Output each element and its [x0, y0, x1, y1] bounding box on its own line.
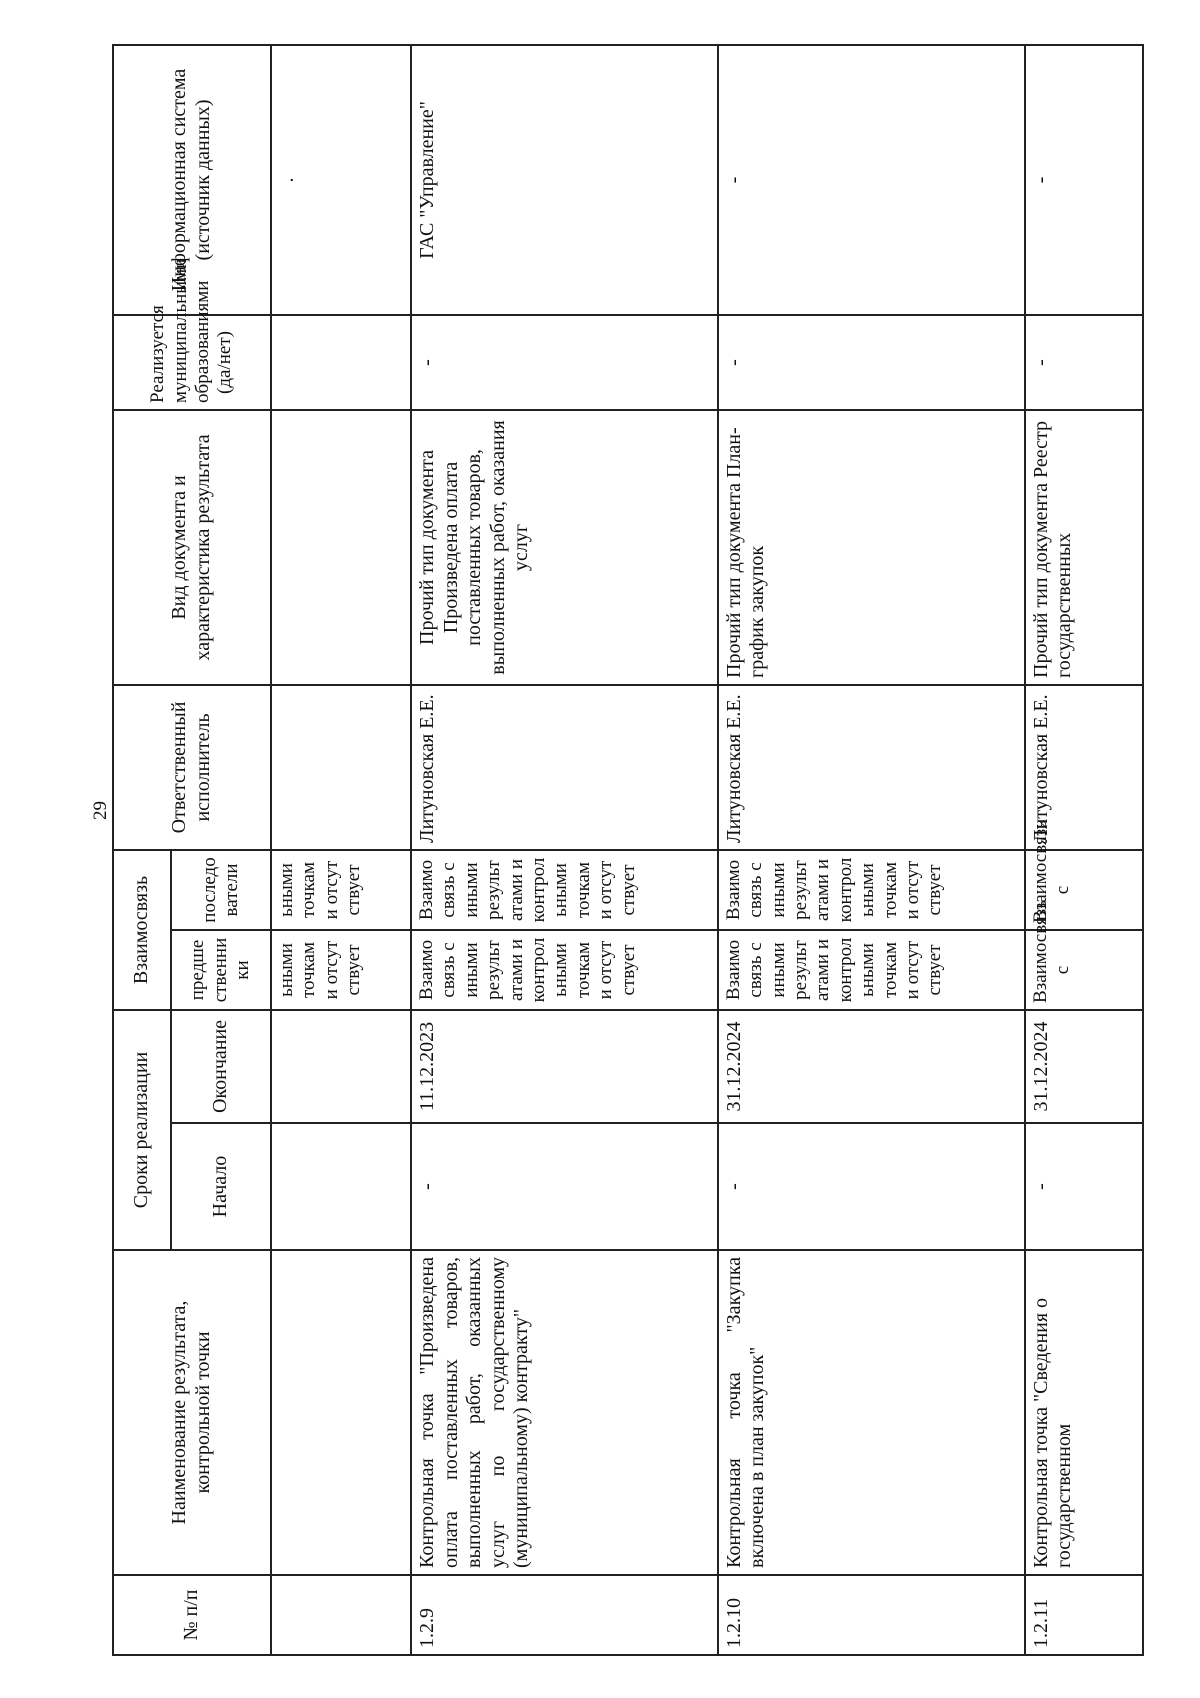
row-successors: Взаимосвязь с иными результатами и контрольными точками отсутствует — [411, 850, 718, 930]
row-start: - — [718, 1123, 1025, 1250]
row-responsible — [271, 685, 411, 850]
row-predecessors: ьными точками отсутствует — [271, 930, 411, 1010]
row-doc-type: Прочий тип документа Реестр государственных — [1025, 410, 1143, 685]
row-info-system: - — [1025, 45, 1143, 315]
row-name — [271, 1250, 411, 1575]
row-responsible: Литуновская Е.Е. — [718, 685, 1025, 850]
header-terms: Сроки реализации — [113, 1010, 171, 1250]
header-predecessors: предшественники — [171, 930, 271, 1010]
results-table — [112, 44, 1144, 1656]
rotated-page — [112, 46, 1144, 1656]
row-predecessors: Взаимосвязь с иными результатами и контрольными точками отсутствует — [718, 930, 1025, 1010]
row-successors: ьными точками отсутствует — [271, 850, 411, 930]
page-number: 29 — [90, 801, 111, 820]
row-info-system: - — [718, 45, 1025, 315]
row-municipal — [271, 315, 411, 410]
row-num — [271, 1575, 411, 1655]
row-responsible: Литуновская Е.Е. — [411, 685, 718, 850]
row-name: Контрольная точка "Сведения о государственном — [1025, 1250, 1143, 1575]
row-end: 11.12.2023 — [411, 1010, 718, 1123]
header-successors: последователи — [171, 850, 271, 930]
row-predecessors: Взаимосвязь с — [1025, 930, 1143, 1010]
header-municipal: Реализуется муниципальными образованиями (да/нет) — [113, 315, 271, 410]
row-doc-type: Прочий тип документа Произведена оплата поставленных товаров, выполненных работ, оказания услуг — [411, 410, 718, 685]
row-successors: Взаимосвязь с иными результатами и контрольными точками отсутствует — [718, 850, 1025, 930]
row-successors: Взаимосвязь с — [1025, 850, 1143, 930]
table-row — [271, 45, 411, 1655]
header-name: Наименование результата, контрольной точки — [113, 1250, 271, 1575]
row-num: 1.2.9 — [411, 1575, 718, 1655]
row-info-system: ГАС "Управление" — [411, 45, 718, 315]
header-end: Окончание — [171, 1010, 271, 1123]
header-info-system: Информационная система (источник данных) — [113, 45, 271, 315]
row-end: 31.12.2024 — [718, 1010, 1025, 1123]
row-start: - — [411, 1123, 718, 1250]
row-start: - — [1025, 1123, 1143, 1250]
row-doc-type: Прочий тип документа План-график закупок — [718, 410, 1025, 685]
row-num: 1.2.11 — [1025, 1575, 1143, 1655]
row-municipal: - — [718, 315, 1025, 410]
row-start — [271, 1123, 411, 1250]
table-row — [411, 45, 718, 1655]
table-row — [718, 45, 1025, 1655]
header-responsible: Ответственный исполнитель — [113, 685, 271, 850]
row-info-system: . — [271, 45, 411, 315]
header-relation: Взаимосвязь — [113, 850, 171, 1010]
row-end — [271, 1010, 411, 1123]
row-name: Контрольная точка "Закупка включена в план закупок" — [718, 1250, 1025, 1575]
row-municipal: - — [1025, 315, 1143, 410]
header-num: № п/п — [113, 1575, 271, 1655]
header-doc-type: Вид документа и характеристика результата — [113, 410, 271, 685]
header-start: Начало — [171, 1123, 271, 1250]
row-end: 31.12.2024 — [1025, 1010, 1143, 1123]
row-predecessors: Взаимосвязь с иными результатами и контрольными точками отсутствует — [411, 930, 718, 1010]
row-doc-type — [271, 410, 411, 685]
row-responsible: Литуновская Е.Е. — [1025, 685, 1143, 850]
table-row — [1025, 45, 1143, 1655]
row-num: 1.2.10 — [718, 1575, 1025, 1655]
row-municipal: - — [411, 315, 718, 410]
row-name: Контрольная точка "Произведена оплата поставленных товаров, выполненных работ, оказанных услуг по государственному (муниципальному) контракту" — [411, 1250, 718, 1575]
